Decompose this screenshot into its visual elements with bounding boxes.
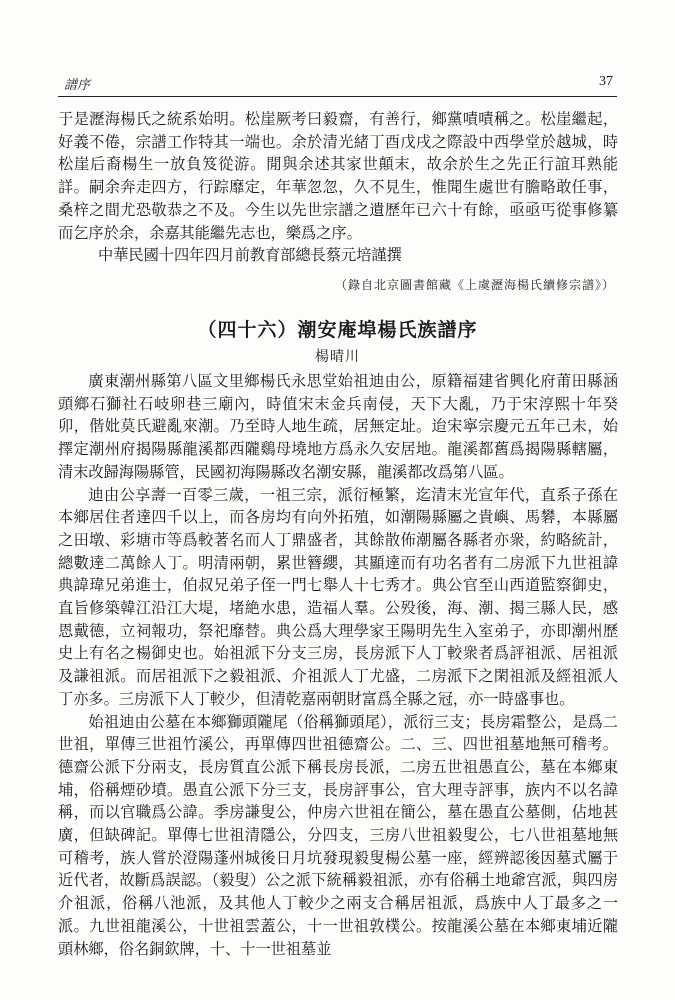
body-paragraph-2: 迪由公享壽一百零三歲，一祖三宗，派衍極繁，迄清末光宣年代，直系子孫在本鄉居住者達四千以上，而各房均有向外拓殖，如潮陽縣屬之貴嶼、馬礬，本縣屬之田墩、彩塘市等爲較著名而人丁鼎盛者，其餘散佈潮屬各縣者亦衆，約略統計，總數達二萬餘人丁。明清兩朝，累世簪纓，其顯達而有功名者有二房派下九世祖諱典諱瑋兄弟進士，伯叔兄弟子侄一門七舉人十七秀才。典公官至山西道監察御史，直旨修築韓江沿江大堤，堵絶水患，造福人羣。公殁後，海、潮、揭三縣人民，感恩戴德，立祠報功，祭祀靡替。典公爲大理學家王陽明先生入室弟子，亦即潮州歷史上有名之楊御史也。始祖派下分支三房，長房派下人丁較衆者爲評祖派、居祖派及謙祖派。而居祖派下之毅祖派、介祖派人丁尤盛，二房派下之閑祖派及經祖派人丁亦多。三房派下人丁較少，但清乾嘉兩朝財富爲全縣之冠，亦一時盛事也。: [58, 485, 618, 708]
signature-line: 中華民國十四年四月前教育部總長蔡元培謹撰: [98, 246, 402, 265]
body-paragraph-3: 始祖迪由公墓在本鄉獅頭隴尾（俗稱獅頭尾），派衍三支；長房霜整公，是爲二世祖，單傳三世祖竹溪公，再單傳四世祖德齋公。二、三、四世祖墓地無可稽考。德齋公派下分兩支，長房質直公派下稱長房長派，二房五世祖愚直公，墓在本鄉東埔，俗稱煙砂墳。愚直公派下分三支，長房評事公，官大理寺評事，族内不以名諱稱，而以官職爲公諱。季房謙叟公，仲房六世祖在簡公，墓在愚直公墓側，佔地甚廣，但缺碑記。單傳七世祖清隱公，分四支，三房八世祖毅叟公，七八世祖墓地無可稽考，族人嘗於澄陽蓬州城後日月坑發現毅叟楊公墓一座，經辨認後因墓式屬于近代者，故斷爲誤認。（毅叟）公之派下統稱毅祖派，亦有俗稱土地爺宫派，與四房介祖派，俗稱八池派，及其他人丁較少之兩支合稱居祖派，爲族中人丁最多之一派。九世祖龍溪公，十世祖雲蓋公，十一世祖敦樸公。按龍溪公墓在本鄉東埔近隴頭林鄉，俗名銅欽牌，十、十一世祖墓並: [58, 712, 618, 958]
running-title: 譜序: [64, 78, 91, 93]
page-number: 37: [599, 74, 613, 89]
preface-block: [58, 108, 618, 267]
section-title: （四十六）潮安庵埠楊氏族譜序: [197, 319, 478, 341]
body-paragraph-1: 廣東潮州縣第八區文里鄉楊氏永思堂始祖迪由公，原籍福建省興化府莆田縣涵頭鄉石獅社石岐卵巷三廟內，時值宋末金兵南侵，天下大亂，乃于宋淳熙十年癸卯，偕妣莫氏避亂來潮。乃至時人地生疏，居無定址。迨宋寧宗慶元五年己未，始擇定潮州府揭陽縣龍溪都西隴鷄母墝地方爲永久安居地。龍溪都舊爲揭陽縣轄屬，清末改歸海陽縣管，民國初海陽縣改名潮安縣，龍溪都改爲第八區。: [58, 372, 618, 481]
author-name: 楊晴川: [315, 349, 360, 365]
preface-paragraph: 于是瀝海楊氏之統系始明。松崖厥考曰毅齋，有善行，鄉黨嘖嘖稱之。松崖繼起，好義不倦，宗譜工作特其一端也。余於清光緒丁酉戊戌之際設中西學堂於越城，時松崖后裔楊生一放負笈從游。閒與余述其家世顛末，故余於生之先正行誼耳熟能詳。嗣余奔走四方，行踪靡定，年華忽忽，久不見生，惟聞生處世有膽略敢任事，桑梓之間尤恐敬恭之不及。今生以先世宗譜之遺歷年已六十有餘，亟亟丐從事修纂而乞序於余，余嘉其能繼先志也，樂爲之序。: [58, 110, 618, 242]
source-note: （錄自北京圖書館藏《上虞瀝海楊氏續修宗譜》）: [334, 278, 615, 292]
running-head: [58, 74, 617, 97]
section-body: [58, 370, 618, 960]
